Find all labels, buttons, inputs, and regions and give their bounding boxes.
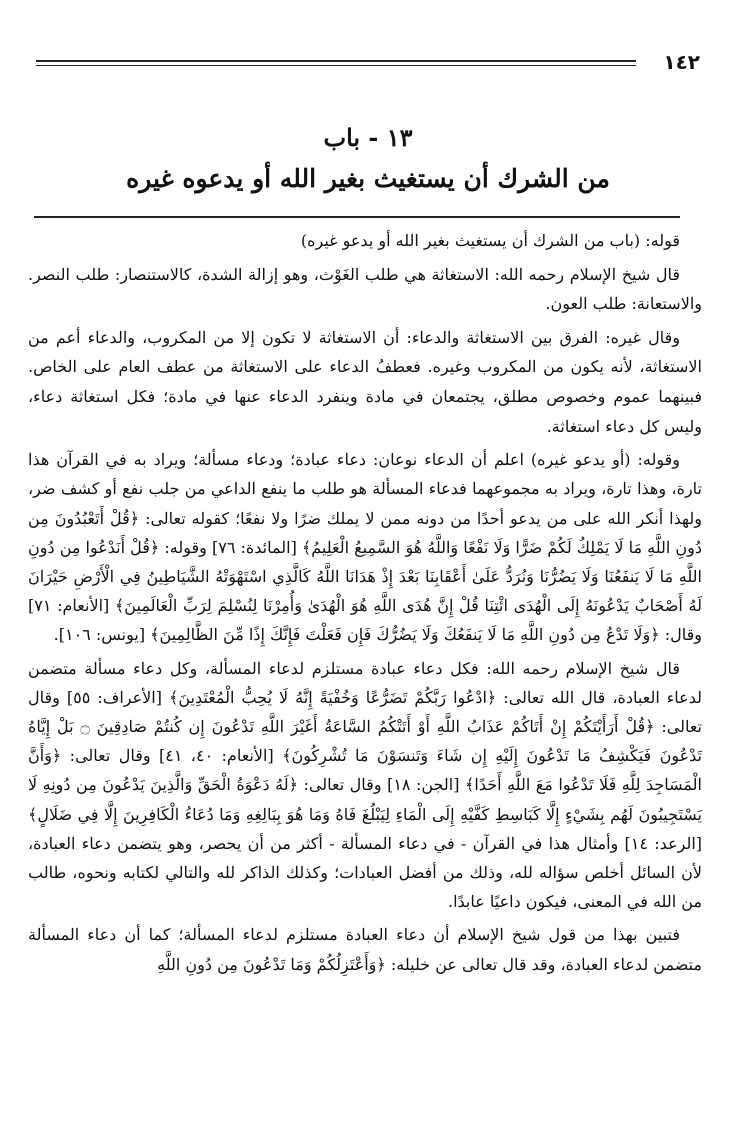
chapter-number: ١٣ - باب [323,123,413,152]
paragraph-3: وقال غيره: الفرق بين الاستغاثة والدعاء: أن الاستغاثة لا تكون إلا من المكروب، والدعاء أعم من الاستغاثة، لأنه يكون من المكروب وغيره. فعطفُ الدعاء على الاستغاثة من عطف العام على الخاص. فبينهما عموم وخصوص مطلق، يجتمعان في مادة وينفرد الدعاء عنها في مادة؛ فكل استغاثة دعاء، وليس كل دعاء استغاثة. [28,327,702,436]
paragraph-4: وقوله: (أو يدعو غيره) اعلم أن الدعاء نوعان: دعاء عبادة؛ ودعاء مسألة؛ ويراد به في القرآن هذا تارة، وهذا تارة، ويراد به مجموعهما فدعاء المسألة هو طلب ما ينفع الداعي من جلب نفع أو كشف ضر، ولهذا أنكر الله على من يدعو أحدًا من دونه ممن لا يملك ضرًا ولا نفعًا؛ كقوله تعالى: ﴿قُلْ أَتَعْبُدُونَ مِن دُونِ اللَّهِ مَا لَا يَمْلِكُ لَكُمْ ضَرًّا وَلَا نَفْعًا وَاللَّهُ هُوَ السَّمِيعُ الْعَلِيمُ﴾ [المائدة: ٧٦] وقوله: ﴿قُلْ أَنَدْعُوا مِن دُونِ اللَّهِ مَا لَا يَنفَعُنَا وَلَا يَضُرُّنَا وَنُرَدُّ عَلَىٰ أَعْقَابِنَا بَعْدَ إِذْ هَدَانَا اللَّهُ كَالَّذِي اسْتَهْوَتْهُ الشَّيَاطِينُ فِي الْأَرْضِ حَيْرَانَ لَهُ أَصْحَابٌ يَدْعُونَهُ إِلَى الْهُدَى ائْتِنَا قُلْ إِنَّ هُدَى اللَّهِ هُوَ الْهُدَىٰ وَأُمِرْنَا لِنُسْلِمَ لِرَبِّ الْعَالَمِينَ﴾ [الأنعام: ٧١] وقال: ﴿وَلَا تَدْعُ مِن دُونِ اللَّهِ مَا لَا يَنفَعُكَ وَلَا يَضُرُّكَ فَإِن فَعَلْتَ فَإِنَّكَ إِذًا مِّنَ الظَّالِمِينَ﴾ [يونس: ١٠٦]. [28,450,703,645]
body-text [28,226,702,984]
header-rule [36,60,636,66]
page-number: ١٤٢ [663,50,700,74]
paragraph-5: قال شيخ الإسلام رحمه الله: فكل دعاء عبادة مستلزم لدعاء المسألة، وكل دعاء مسألة متضمن لدعاء العبادة، قال الله تعالى: ﴿ادْعُوا رَبَّكُمْ تَضَرُّعًا وَخُفْيَةً إِنَّهُ لَا يُحِبُّ الْمُعْتَدِينَ﴾ [الأعراف: ٥٥] وقال تعالى: ﴿قُلْ أَرَأَيْتَكُمْ إِنْ أَتَاكُمْ عَذَابُ اللَّهِ أَوْ أَتَتْكُمُ السَّاعَةُ أَغَيْرَ اللَّهِ تَدْعُونَ إِن كُنتُمْ صَادِقِينَ ۝ بَلْ إِيَّاهُ تَدْعُونَ فَيَكْشِفُ مَا تَدْعُونَ إِلَيْهِ إِن شَاءَ وَتَنسَوْنَ مَا تُشْرِكُونَ﴾ [الأنعام: ٤٠، ٤١] وقال تعالى: ﴿وَأَنَّ الْمَسَاجِدَ لِلَّهِ فَلَا تَدْعُوا مَعَ اللَّهِ أَحَدًا﴾ [الجن: ١٨] وقال تعالى: ﴿لَهُ دَعْوَةُ الْحَقِّ وَالَّذِينَ يَدْعُونَ مِن دُونِهِ لَا يَسْتَجِيبُونَ لَهُم بِشَيْءٍ إِلَّا كَبَاسِطِ كَفَّيْهِ إِلَى الْمَاءِ لِيَبْلُغَ فَاهُ وَمَا هُوَ بِبَالِغِهِ وَمَا دُعَاءُ الْكَافِرِينَ إِلَّا فِي ضَلَالٍ﴾ [الرعد: ١٤] وأمثال هذا في القرآن - في دعاء المسألة - أكثر من أن يحصر، وهو يتضمن دعاء العبادة، لأن السائل أخلص سؤاله لله، وذلك من أفضل العبادات؛ وكذلك الذاكر لله والتالي لكتابه ونحوه، طالب من الله في المعنى، فيكون داعيًا عابدًا. [28,658,703,912]
paragraph-6: فتبين بهذا من قول شيخ الإسلام أن دعاء العبادة مستلزم لدعاء المسألة؛ كما أن دعاء المسألة متضمن لدعاء العبادة، وقد قال تعالى عن خليله: ﴿وَأَعْتَزِلُكُمْ وَمَا تَدْعُونَ مِن دُونِ اللَّهِ [28,925,702,974]
paragraph-2: قال شيخ الإسلام رحمه الله: الاستغاثة هي طلب الغَوْث، وهو إزالة الشدة، كالاستنصار: طلب النصر. والاستعانة: طلب العون. [28,264,702,314]
chapter-heading [36,118,700,200]
chapter-title: من الشرك أن يستغيث بغير الله أو يدعوه غيره [126,164,610,193]
paragraph-1: قوله: (باب من الشرك أن يستغيث بغير الله أو يدعو غيره) [300,231,680,250]
page-header [36,50,700,80]
title-divider [34,216,680,218]
